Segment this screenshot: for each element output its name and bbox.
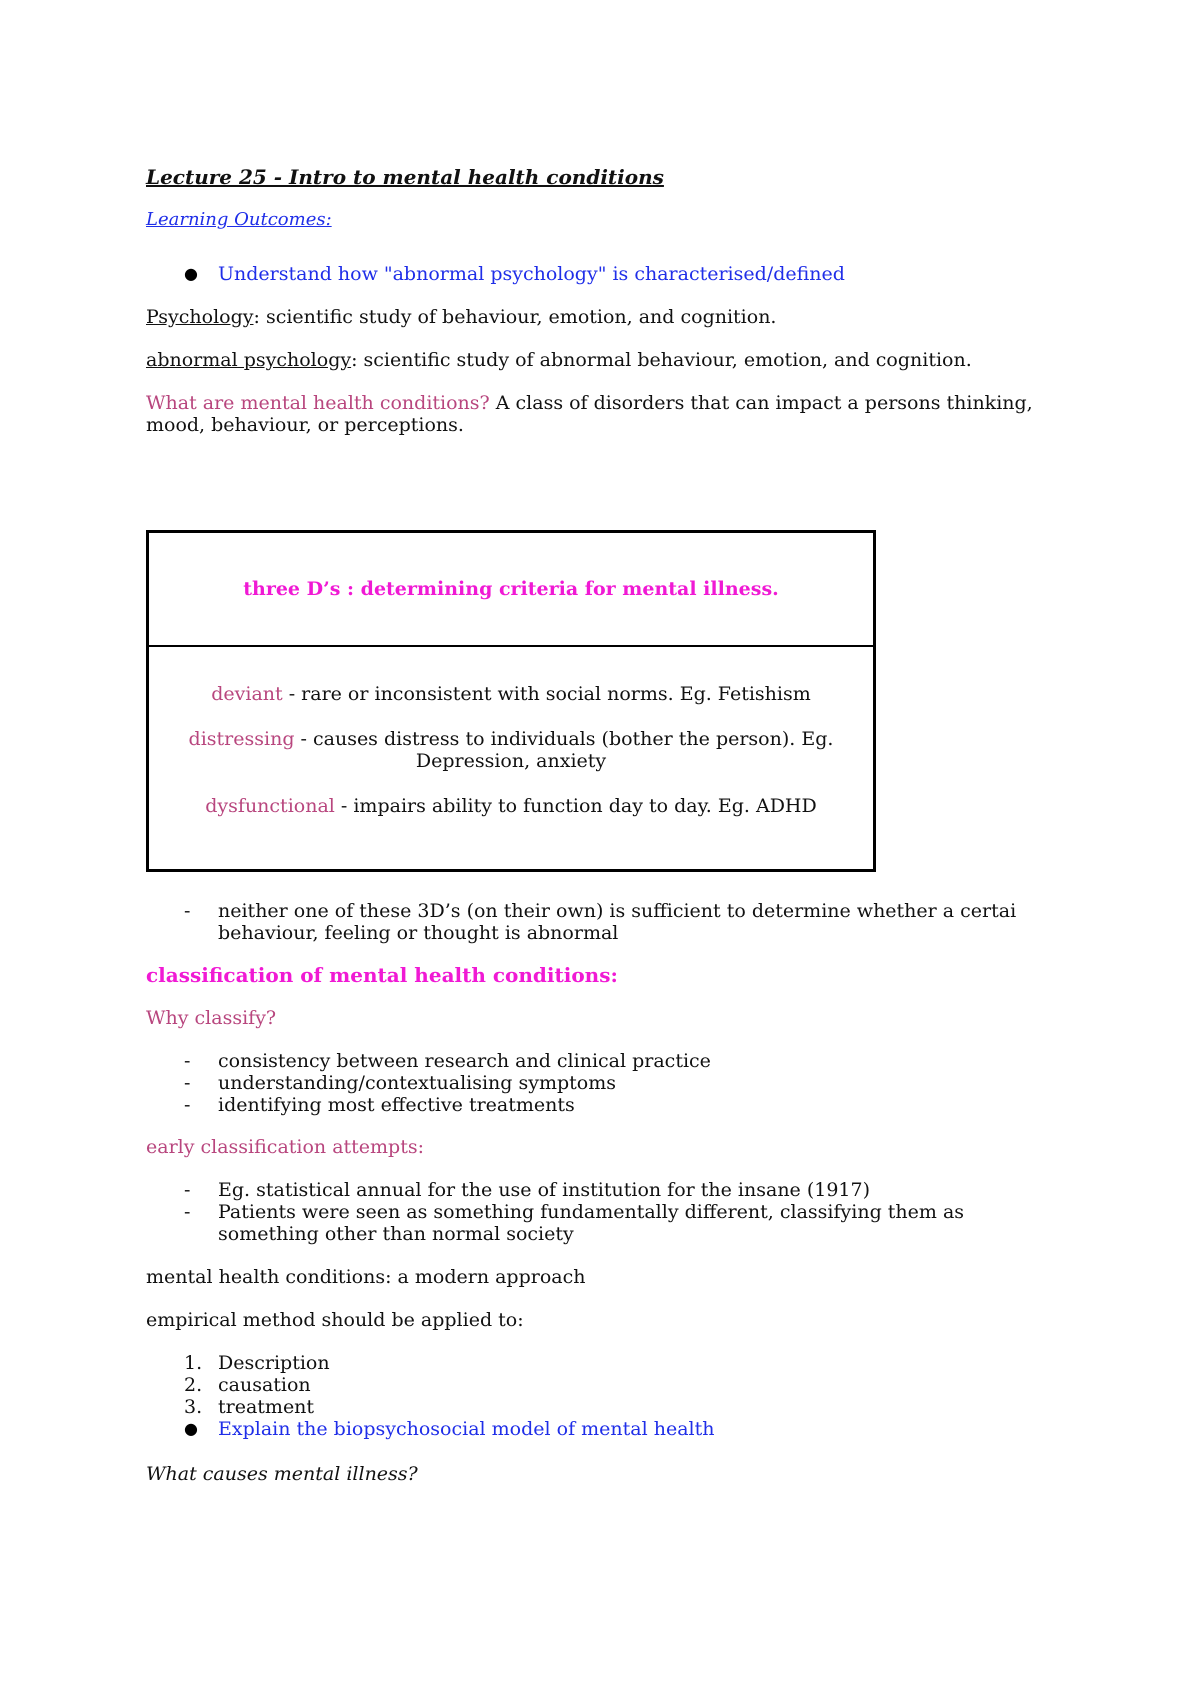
outcome-bullet-2	[146, 1418, 1066, 1440]
list-item	[146, 1094, 1066, 1116]
dash-marker: -	[184, 1094, 191, 1116]
dash-marker: -	[184, 1201, 191, 1223]
numbered-list	[146, 1352, 1066, 1440]
early-item-text: Eg. statistical annual for the use of institution for the insane (1917)	[218, 1179, 871, 1201]
deviant-line	[179, 683, 843, 705]
abnormal-psychology-definition	[146, 349, 1066, 371]
mhc-answer: A class of disorders that can impact a persons thinking, mood, behaviour, or perceptions.	[146, 392, 1033, 436]
three-ds-heading: three D’s : determining criteria for mental illness.	[243, 578, 779, 600]
document-page	[146, 166, 1066, 436]
outcome-text-1: Understand how "abnormal psychology" is characterised/defined	[218, 263, 845, 285]
three-ds-table	[146, 530, 876, 872]
list-item	[146, 1374, 1066, 1396]
dash-marker: -	[184, 1179, 191, 1201]
note-3d-item	[146, 900, 1066, 944]
causes-question: What causes mental illness?	[146, 1463, 418, 1485]
dash-marker: -	[184, 1072, 191, 1094]
dysfunctional-line	[179, 795, 843, 817]
note-3d-text: neither one of these 3D’s (on their own) is sufficient to determine whether a certai behaviour, feeling or thought is abnormal	[218, 900, 1017, 944]
why-classify-list	[146, 1050, 1066, 1116]
modern-approach-line: mental health conditions: a modern approach	[146, 1266, 586, 1288]
numbered-item-text: causation	[218, 1374, 311, 1396]
list-item	[146, 1072, 1066, 1094]
why-item-text: consistency between research and clinical practice	[218, 1050, 711, 1072]
list-number: 3.	[184, 1396, 203, 1418]
outcome-text-2: Explain the biopsychosocial model of mental health	[218, 1418, 715, 1440]
numbered-item-text: treatment	[218, 1396, 315, 1418]
early-item-text: Patients were seen as something fundamentally different, classifying them as something other than normal society	[218, 1201, 965, 1245]
psychology-definition	[146, 306, 1066, 328]
dysfunctional-term: dysfunctional	[205, 795, 335, 817]
bullet-icon: ●	[184, 264, 198, 283]
psychology-def: : scientific study of behaviour, emotion, and cognition.	[253, 306, 777, 328]
abnormal-term: abnormal psychology	[146, 349, 352, 371]
three-ds-header-cell	[149, 533, 873, 647]
lecture-title: Lecture 25 - Intro to mental health conditions	[146, 165, 664, 189]
bullet-icon: ●	[184, 1419, 198, 1438]
distressing-term: distressing	[188, 728, 295, 750]
deviant-term: deviant	[211, 683, 283, 705]
list-item	[146, 1179, 1066, 1201]
why-classify-heading: Why classify?	[146, 1007, 277, 1029]
list-item	[146, 1050, 1066, 1072]
three-ds-body-cell	[149, 647, 873, 817]
mental-health-conditions-definition	[146, 392, 1066, 436]
list-item	[146, 1352, 1066, 1374]
why-item-text: understanding/contextualising symptoms	[218, 1072, 616, 1094]
outcome-bullet-1	[146, 263, 1066, 285]
early-classification-heading: early classification attempts:	[146, 1136, 425, 1158]
list-number: 1.	[184, 1352, 203, 1374]
dysfunctional-def: - impairs ability to function day to day. Eg. ADHD	[334, 795, 817, 817]
abnormal-def: : scientific study of abnormal behaviour, emotion, and cognition.	[351, 349, 972, 371]
numbered-item-text: Description	[218, 1352, 330, 1374]
distressing-line	[179, 728, 843, 772]
list-number: 2.	[184, 1374, 203, 1396]
distressing-def: - causes distress to individuals (bother the person). Eg. Depression, anxiety	[294, 728, 834, 772]
learning-outcomes-heading: Learning Outcomes:	[146, 209, 332, 230]
deviant-def: - rare or inconsistent with social norms. Eg. Fetishism	[282, 683, 811, 705]
why-item-text: identifying most effective treatments	[218, 1094, 575, 1116]
list-item	[146, 1396, 1066, 1418]
dash-marker: -	[184, 900, 191, 922]
mhc-question: What are mental health conditions?	[146, 392, 490, 414]
early-classification-list	[146, 1179, 1066, 1245]
list-item	[146, 1201, 1066, 1245]
document-page-lower	[146, 900, 1066, 1485]
psychology-term: Psychology	[146, 306, 254, 328]
empirical-method-line: empirical method should be applied to:	[146, 1309, 524, 1331]
dash-marker: -	[184, 1050, 191, 1072]
classification-heading: classification of mental health conditions:	[146, 963, 618, 987]
